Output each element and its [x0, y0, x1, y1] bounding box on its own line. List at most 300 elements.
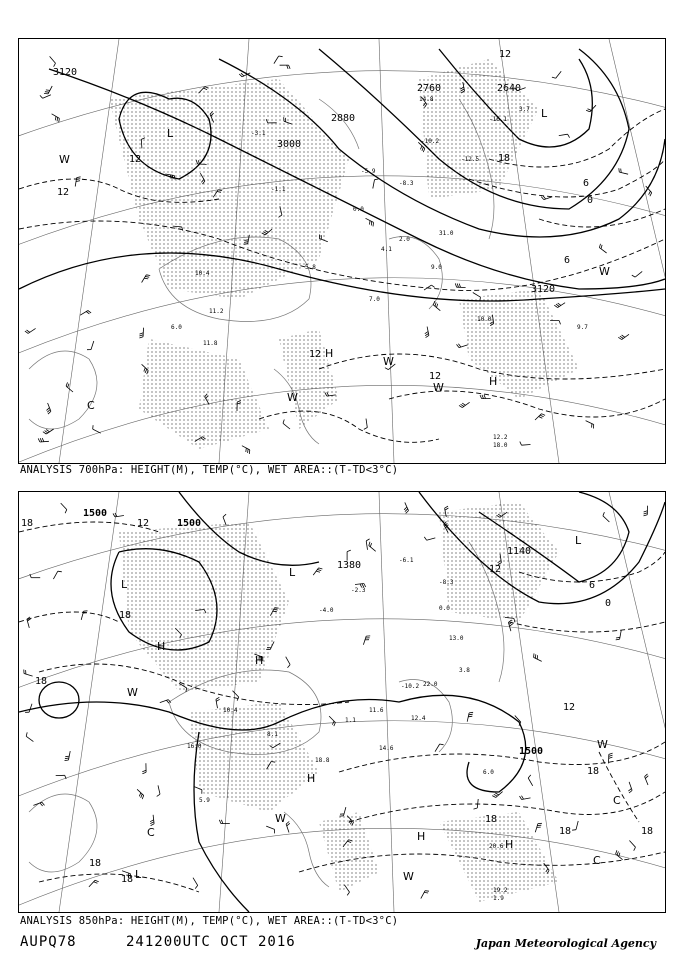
cold-center: C — [147, 826, 155, 839]
wind-barb-feather — [40, 803, 43, 806]
wind-barb — [274, 56, 279, 64]
wind-barb — [89, 880, 95, 887]
warm-center: W — [433, 381, 444, 394]
wind-barb-feather — [370, 543, 371, 547]
wind-barb-feather — [609, 753, 613, 754]
wind-barb-feather — [219, 820, 220, 824]
wind-barb-feather — [246, 448, 247, 452]
isotherm-label: 18 — [121, 874, 134, 885]
station-value: 7.0 — [369, 296, 380, 303]
wind-barb — [46, 429, 54, 434]
wind-barb-feather — [634, 847, 636, 851]
wind-barb-feather — [422, 147, 424, 151]
wind-barb-feather — [273, 611, 277, 612]
wind-barb-feather — [599, 244, 600, 248]
warm-center: W — [599, 265, 610, 278]
wind-barb-feather — [57, 117, 58, 121]
cold-center: C — [87, 399, 95, 412]
wind-barb — [603, 516, 610, 522]
station-value: 14.6 — [379, 745, 394, 752]
wind-barb-feather — [644, 513, 648, 514]
wind-barb — [369, 546, 376, 552]
wind-barb-feather — [40, 95, 43, 98]
wind-barb-feather — [426, 335, 429, 337]
isotherm-label: 18 — [89, 858, 102, 869]
station-value: 18.8 — [315, 757, 330, 764]
valid-time: 241200UTC OCT 2016 — [126, 934, 296, 950]
wind-barb — [344, 807, 346, 816]
wind-barb — [435, 744, 440, 752]
wind-barb — [535, 414, 542, 420]
wind-barb-feather — [48, 411, 51, 414]
wind-barb — [329, 716, 335, 722]
wind-barb — [528, 778, 533, 786]
wind-barb-feather — [288, 665, 291, 668]
station-value: 12.2 — [493, 434, 508, 441]
wind-barb-feather — [649, 191, 651, 195]
wind-barb-feather — [542, 414, 546, 416]
wind-barb — [467, 713, 469, 722]
isotherm-label: 18 — [641, 826, 654, 837]
isotherm-label: 18 — [498, 153, 511, 164]
wind-barb-feather — [65, 510, 67, 514]
wind-barb-feather — [620, 336, 623, 338]
station-value: 5.9 — [199, 797, 210, 804]
wind-barb-feather — [150, 820, 154, 822]
wind-barb-feather — [221, 820, 222, 824]
wind-barb-feather — [462, 403, 465, 405]
wind-barb-feather — [216, 699, 220, 701]
station-value: 20.6 — [489, 843, 504, 850]
wind-barb-feather — [68, 384, 69, 388]
agency-credit: Japan Meteorological Agency — [475, 937, 656, 950]
wind-barb-feather — [47, 410, 50, 413]
wind-barb-feather — [364, 428, 368, 430]
wind-barb — [373, 180, 375, 189]
station-value: 10.4 — [223, 707, 238, 714]
wind-barb-feather — [38, 438, 40, 442]
wind-barb-feather — [141, 794, 143, 798]
isotherm-label: 6 — [589, 580, 596, 591]
high-center: H — [505, 838, 514, 851]
wind-barb-feather — [94, 882, 98, 884]
wind-barb-feather — [142, 772, 146, 774]
station-value: -3.1 — [251, 130, 266, 137]
wind-barb-feather — [457, 284, 458, 288]
wind-barb-feather — [522, 796, 524, 799]
wind-barb — [91, 341, 94, 350]
wind-barb-feather — [47, 408, 50, 411]
wind-barb-feather — [347, 550, 351, 552]
wind-barb-feather — [249, 450, 250, 454]
wind-barb — [599, 248, 606, 253]
wind-barb-feather — [150, 822, 154, 824]
wind-barb-feather — [369, 542, 370, 546]
wind-barb-feather — [622, 335, 625, 337]
station-value: 11.8 — [203, 340, 218, 347]
wind-barb-feather — [617, 851, 618, 855]
wind-barb-feather — [645, 774, 648, 777]
wind-barb-feather — [248, 449, 249, 453]
station-value: 8.1 — [267, 731, 278, 738]
chart-850hpa-map — [19, 492, 665, 912]
wind-barb-feather — [142, 770, 146, 772]
station-value: -12.5 — [461, 156, 480, 163]
wind-barb-feather — [528, 775, 531, 778]
wind-barb-feather — [644, 515, 648, 516]
low-center: L — [289, 566, 296, 579]
wind-barb-feather — [65, 758, 69, 759]
wind-barb-feather — [26, 732, 27, 736]
wind-barb — [556, 71, 562, 78]
high-center: H — [325, 347, 334, 360]
wind-barb-feather — [619, 168, 620, 172]
station-value: 19.2 — [493, 887, 508, 894]
height-label: 3000 — [277, 139, 302, 150]
wind-barb-feather — [480, 395, 482, 399]
station-value: -1.1 — [271, 186, 286, 193]
wind-barb-feather — [404, 507, 407, 510]
station-value: 1.1 — [345, 717, 356, 724]
wind-barb-feather — [77, 177, 81, 178]
station-value: 2.0 — [399, 236, 410, 243]
wind-barb-feather — [424, 537, 426, 540]
wind-barb-feather — [510, 624, 513, 626]
wind-barb — [620, 630, 622, 639]
wind-barb-feather — [552, 77, 556, 78]
wind-barb-feather — [632, 275, 635, 277]
wind-barb-feather — [425, 891, 429, 892]
wind-barb-feather — [366, 539, 369, 541]
wind-barb-feather — [88, 311, 91, 313]
wind-barb-feather — [142, 795, 144, 799]
isotherm-label: 12 — [57, 187, 70, 198]
wind-barb-feather — [144, 278, 148, 279]
wind-barb-feather — [520, 796, 522, 799]
isotherm-label: 12 — [563, 702, 576, 713]
wind-barb-feather — [44, 93, 48, 94]
wind-barb-feather — [76, 181, 80, 182]
wind-barb-feather — [558, 303, 561, 305]
wind-barb-feather — [275, 608, 279, 609]
height-label: 1380 — [337, 560, 362, 571]
wind-barb — [233, 691, 239, 697]
wind-barb-feather — [588, 109, 592, 111]
wind-barb-feather — [146, 275, 150, 276]
wind-barb-feather — [46, 90, 50, 91]
wind-barb-feather — [572, 830, 576, 831]
isotherm-label: 18 — [587, 766, 600, 777]
wind-barb — [80, 311, 88, 316]
wind-barb — [635, 271, 642, 277]
wind-barb-feather — [539, 417, 543, 419]
high-center: H — [307, 772, 316, 785]
isotherm-label: 12 — [429, 371, 442, 382]
wind-barb — [24, 674, 33, 677]
wind-barb-feather — [375, 179, 379, 180]
station-value: 0.0 — [353, 206, 364, 213]
wind-barb-feather — [440, 744, 444, 745]
height-label: 1140 — [507, 546, 532, 557]
wind-barb-feather — [43, 432, 46, 434]
station-value: 1.9 — [493, 895, 504, 902]
warm-center: W — [597, 738, 608, 751]
wind-barb-feather — [568, 134, 570, 138]
wind-barb-feather — [495, 793, 499, 795]
low-center: L — [135, 868, 142, 881]
wind-barb-feather — [27, 330, 30, 332]
wind-barb — [477, 799, 478, 808]
wind-barb — [535, 824, 538, 833]
cold-center: C — [613, 794, 621, 807]
isotherm-label: 12 — [309, 349, 322, 360]
wind-barb-feather — [316, 571, 320, 572]
station-value: 10.4 — [195, 270, 210, 277]
station-value: 31.0 — [439, 230, 454, 237]
wind-barb — [586, 421, 594, 425]
wind-barb-feather — [287, 65, 288, 69]
wind-barb-feather — [317, 570, 321, 571]
station-value: -8.3 — [399, 180, 414, 187]
station-value: 3.8 — [459, 667, 470, 674]
wind-barb-feather — [554, 305, 557, 307]
wind-barb-feather — [166, 700, 169, 703]
wind-barb-feather — [559, 321, 560, 325]
wind-barb — [286, 657, 290, 665]
wind-barb-feather — [629, 790, 632, 793]
panel-caption-700hpa: ANALYSIS 700hPa: HEIGHT(M), TEMP(°C), WET AREA::(T-TD<3°C) — [20, 464, 399, 476]
station-value: 6.0 — [171, 324, 182, 331]
wind-barb-feather — [58, 571, 62, 572]
isotherm-label: 12 — [129, 154, 142, 165]
wind-barb — [53, 571, 57, 579]
wind-barb-feather — [289, 65, 291, 69]
station-value: 6.0 — [483, 769, 494, 776]
wind-barb-feather — [543, 196, 546, 199]
wind-barb-feather — [616, 639, 620, 640]
isotherm-label: 0 — [587, 195, 594, 206]
wind-barb-feather — [556, 304, 559, 306]
wind-barb — [50, 56, 56, 63]
wind-barb-feather — [541, 197, 544, 200]
station-value: 3.7 — [519, 106, 530, 113]
wind-barb-feather — [319, 568, 323, 569]
wind-barb-feather — [459, 284, 460, 288]
station-value: -2.3 — [351, 587, 366, 594]
wind-barb-feather — [520, 442, 522, 446]
isotherm-label: 12 — [137, 518, 150, 529]
isotherm-label: 6 — [564, 255, 571, 266]
wind-barb-feather — [216, 697, 219, 699]
warm-center: W — [127, 686, 138, 699]
wind-barb-feather — [287, 823, 290, 826]
wind-barb — [522, 445, 531, 446]
station-value: 13.0 — [449, 635, 464, 642]
wind-barb-feather — [46, 430, 49, 432]
wind-barb-feather — [25, 331, 28, 333]
wind-barb-feather — [455, 283, 456, 287]
wind-barb-feather — [195, 885, 198, 888]
station-value: -16.1 — [489, 116, 508, 123]
station-value: -10.2 — [401, 683, 420, 690]
wind-barb-feather — [435, 302, 436, 306]
isotherm-label: 12 — [499, 49, 512, 60]
wind-barb-feather — [40, 438, 42, 442]
wind-barb-feather — [601, 245, 602, 249]
wind-barb-feather — [59, 118, 60, 122]
chart-id: AUPQ78 — [20, 934, 77, 950]
wind-barb — [366, 541, 367, 550]
wind-barb-feather — [157, 794, 160, 796]
wind-barb-feather — [461, 404, 464, 406]
high-center: H — [255, 654, 264, 667]
wind-barb-feather — [334, 723, 336, 727]
wind-barb — [93, 429, 101, 433]
chart-700hpa-map — [19, 39, 665, 463]
wind-barb-feather — [474, 808, 478, 809]
high-center: H — [157, 640, 166, 653]
wind-barb-feather — [586, 110, 590, 112]
wind-barb — [69, 751, 71, 760]
wind-barb-feather — [431, 285, 434, 287]
station-value: 9.7 — [577, 324, 588, 331]
wind-barb-feather — [370, 221, 371, 225]
wind-barb-feather — [55, 116, 56, 120]
warm-center: W — [59, 153, 70, 166]
isotherm-label: 18 — [21, 518, 34, 529]
station-value: -10.2 — [421, 138, 440, 145]
wind-barb — [629, 841, 635, 848]
low-center: L — [167, 127, 174, 140]
wind-barb-feather — [425, 332, 428, 334]
isotherm-label: 6 — [583, 178, 590, 189]
height-label: 1500 — [83, 508, 108, 519]
wind-barb — [193, 878, 198, 886]
wind-barb-feather — [469, 714, 473, 715]
wind-barb — [576, 821, 578, 830]
wind-barb-feather — [139, 337, 143, 338]
station-value: 4.1 — [381, 246, 392, 253]
isotherm-label: 18 — [559, 826, 572, 837]
warm-center: W — [275, 812, 286, 825]
wind-barb-feather — [616, 850, 617, 854]
wind-barb-feather — [237, 697, 239, 701]
wind-barb — [424, 285, 431, 290]
wind-barb-feather — [603, 512, 605, 516]
height-label: 3120 — [53, 67, 78, 78]
wind-barb-feather — [437, 304, 438, 308]
wind-barb-feather — [347, 892, 349, 895]
height-label: 3120 — [531, 284, 556, 295]
wind-barb-feather — [145, 277, 149, 278]
wind-barb-feather — [45, 431, 48, 433]
high-center: H — [417, 830, 426, 843]
wind-barb-feather — [139, 793, 141, 797]
station-value: 0.0 — [439, 605, 450, 612]
wind-barb — [61, 503, 67, 510]
wind-barb-feather — [492, 796, 496, 798]
wind-barb-feather — [628, 789, 631, 792]
wind-barb — [29, 704, 32, 713]
height-label: 2640 — [497, 83, 522, 94]
station-value: -4.0 — [319, 607, 334, 614]
wind-barb — [26, 736, 33, 741]
isotherm-label: 18 — [485, 814, 498, 825]
wind-barb-feather — [484, 395, 486, 399]
low-center: L — [541, 107, 548, 120]
station-value: 12.4 — [411, 715, 426, 722]
low-center: L — [121, 578, 128, 591]
wind-barb-feather — [469, 712, 473, 713]
isotherm-label: 18 — [119, 610, 132, 621]
station-value: 14.8 — [419, 96, 434, 103]
wind-barb-feather — [405, 509, 408, 512]
wind-barb-feather — [95, 880, 99, 882]
wind-barb-feather — [274, 610, 278, 611]
wind-barb-feather — [420, 146, 422, 150]
wind-barb — [363, 636, 366, 645]
wind-barb — [462, 402, 469, 407]
panel-caption-850hpa: ANALYSIS 850hPa: HEIGHT(M), TEMP(°C), WET AREA::(T-TD<3°C) — [20, 915, 399, 927]
wind-barb — [427, 538, 436, 540]
station-value: 5.8 — [305, 264, 316, 271]
wind-barb-feather — [445, 508, 448, 510]
height-label: 1500 — [519, 746, 544, 757]
wind-barb-feather — [423, 148, 425, 152]
station-value: 18.0 — [493, 442, 508, 449]
wind-barb-feather — [239, 74, 242, 77]
wind-barb-feather — [645, 776, 648, 779]
wind-barb — [366, 419, 367, 428]
low-center: L — [575, 534, 582, 547]
wind-barb-feather — [458, 344, 461, 347]
warm-center: W — [287, 391, 298, 404]
wind-barb-feather — [140, 333, 144, 334]
wind-barb-feather — [482, 395, 484, 399]
wind-barb-feather — [223, 514, 226, 517]
cold-center: C — [593, 854, 601, 867]
wind-barb-feather — [139, 335, 143, 336]
wind-barb — [43, 95, 51, 99]
wind-barb-feather — [618, 337, 621, 339]
wind-barb-feather — [373, 222, 374, 226]
wind-barb — [158, 785, 160, 794]
wind-barb — [473, 293, 481, 298]
wind-barb-feather — [616, 637, 620, 638]
station-value: 10.0 — [477, 316, 492, 323]
height-label: 2880 — [331, 113, 356, 124]
wind-barb — [28, 328, 35, 333]
chart-footer — [20, 934, 660, 956]
wind-barb-feather — [609, 757, 613, 758]
station-value: 22.0 — [423, 681, 438, 688]
isotherm-label: 18 — [35, 676, 48, 687]
wind-barb-feather — [424, 892, 428, 893]
wind-barb-feather — [65, 760, 69, 761]
wind-barb-feather — [283, 420, 284, 424]
wind-barb-feather — [42, 438, 44, 442]
station-value: 11.6 — [369, 707, 384, 714]
station-value: -8.3 — [439, 579, 454, 586]
wind-barb-feather — [86, 312, 89, 314]
wind-barb-feather — [621, 169, 622, 173]
wind-barb-feather — [468, 716, 472, 717]
wind-barb-feather — [406, 511, 409, 514]
wind-barb-feather — [457, 344, 460, 347]
station-value: -5.9 — [361, 168, 376, 175]
high-center: H — [489, 375, 498, 388]
wind-barb-feather — [459, 405, 462, 407]
